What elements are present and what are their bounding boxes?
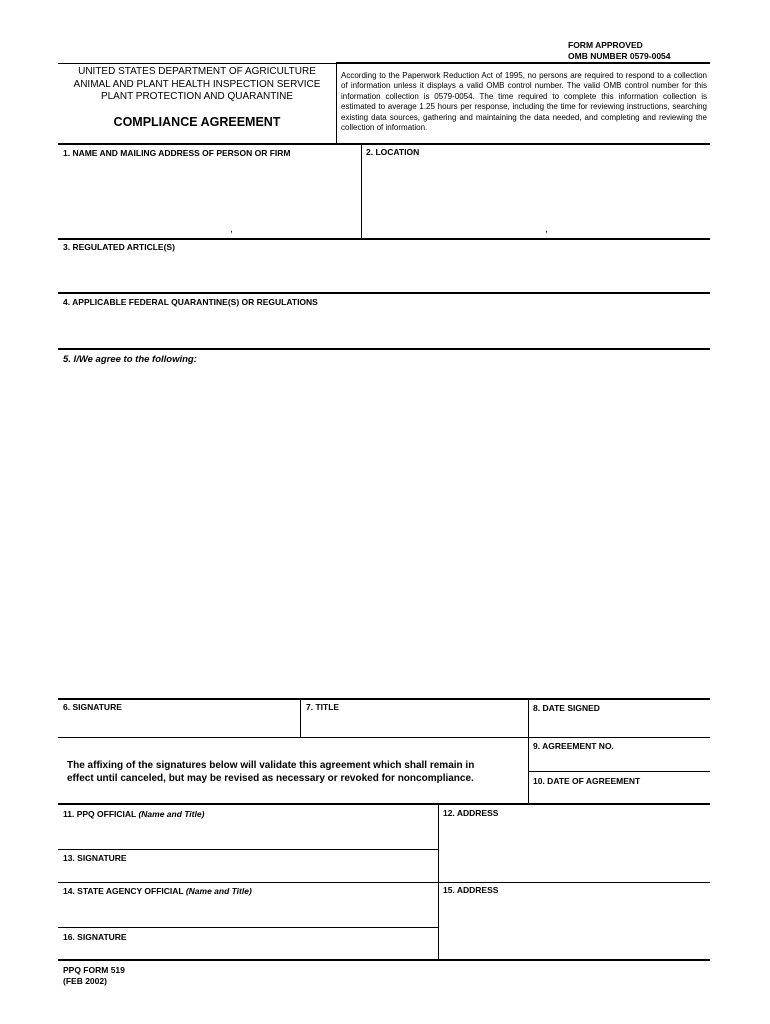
row-3-bottom-rule xyxy=(58,292,710,294)
field-11-text: 11. PPQ OFFICIAL xyxy=(63,809,137,819)
field-12-label: 12. ADDRESS xyxy=(443,808,499,818)
state-signature-input[interactable] xyxy=(60,943,436,958)
field-14-bottom-rule xyxy=(58,927,438,928)
field-15-label: 15. ADDRESS xyxy=(443,885,499,895)
field-16-label: 16. SIGNATURE xyxy=(63,932,127,942)
row-1-bottom-rule xyxy=(58,238,710,240)
header-divider xyxy=(336,62,337,144)
agency-line-3: PLANT PROTECTION AND QUARANTINE xyxy=(100,91,294,102)
field-14-text: 14. STATE AGENCY OFFICIAL xyxy=(63,886,184,896)
field-7-label: 7. TITLE xyxy=(306,702,340,712)
form-id: PPQ FORM 519 xyxy=(63,965,125,975)
field-1-comma: , xyxy=(230,224,233,235)
agreement-number-input[interactable] xyxy=(530,752,708,770)
field-4-label: 4. APPLICABLE FEDERAL QUARANTINE(S) OR REGULATIONS xyxy=(63,297,318,307)
field-14-note: (Name and Title) xyxy=(185,886,252,896)
state-address-input[interactable] xyxy=(440,897,708,957)
title-input[interactable] xyxy=(302,714,526,736)
row-9-bottom-rule xyxy=(58,803,710,805)
header-left-top-rule xyxy=(58,63,336,64)
state-official-input[interactable] xyxy=(60,898,436,926)
page-title: COMPLIANCE AGREEMENT xyxy=(113,115,281,129)
field-1-2-divider xyxy=(361,144,362,240)
field-2-comma: , xyxy=(545,224,548,235)
form-approved-label: FORM APPROVED xyxy=(568,40,643,50)
field-14-label xyxy=(63,886,252,896)
field-7-8-divider xyxy=(528,699,529,804)
regulated-articles-input[interactable] xyxy=(60,254,708,290)
location-input[interactable] xyxy=(364,160,708,238)
row-4-bottom-rule xyxy=(58,348,710,350)
field-2-label: 2. LOCATION xyxy=(366,147,420,157)
field-6-7-divider xyxy=(300,699,301,737)
date-signed-input[interactable] xyxy=(530,714,708,736)
field-1-label: 1. NAME AND MAILING ADDRESS OF PERSON OR FIRM xyxy=(63,148,291,158)
agency-line-2: ANIMAL AND PLANT HEALTH INSPECTION SERVICE xyxy=(73,78,321,90)
ppq-official-input[interactable] xyxy=(60,821,436,848)
form-date: (FEB 2002) xyxy=(63,976,107,986)
quarantine-regulations-input[interactable] xyxy=(60,309,708,346)
field-6-label: 6. SIGNATURE xyxy=(63,702,122,712)
signature-input[interactable] xyxy=(60,714,298,736)
form-bottom-rule xyxy=(58,959,710,961)
field-11-note: (Name and Title) xyxy=(138,809,205,819)
field-11-label xyxy=(63,809,204,819)
field-9-bottom-rule xyxy=(528,771,710,772)
validation-notice xyxy=(67,760,474,785)
field-5-label: 5. I/We agree to the following: xyxy=(63,354,197,365)
field-3-label: 3. REGULATED ARTICLE(S) xyxy=(63,242,175,252)
header-bottom-rule xyxy=(58,143,710,145)
validation-line-1: The affixing of the signatures below will validate this agreement which shall remain in xyxy=(67,760,475,771)
validation-line-2: effect until canceled, but may be revised as necessary or revoked for noncompliance. xyxy=(67,772,474,784)
date-of-agreement-input[interactable] xyxy=(530,787,708,802)
row-5-bottom-rule xyxy=(58,698,710,700)
header-top-rule xyxy=(336,62,710,64)
row-6-bottom-rule xyxy=(58,737,710,738)
paperwork-notice: According to the Paperwork Reduction Act of 1995, no persons are required to respond to a collection of information unless it displays a valid OMB control number. The valid OMB control number for this information collection is 0579-0054. The time required to complete this information collection is estimated to average 1.25 hours per response, including the time for reviewing instructions, searching existing data sources, gathering and maintaining the data needed, and completing and reviewing the collection of information. xyxy=(341,71,707,133)
agency-line-1: UNITED STATES DEPARTMENT OF AGRICULTURE xyxy=(78,66,316,77)
ppq-address-input[interactable] xyxy=(440,820,708,880)
agreement-terms-input[interactable] xyxy=(60,368,708,696)
field-9-label: 9. AGREEMENT NO. xyxy=(533,741,614,751)
field-11-bottom-rule xyxy=(58,849,438,850)
name-address-input[interactable] xyxy=(60,160,358,238)
row-13-bottom-rule xyxy=(58,882,710,883)
field-10-label: 10. DATE OF AGREEMENT xyxy=(533,776,641,786)
omb-number-label: OMB NUMBER 0579-0054 xyxy=(568,51,671,61)
field-8-label: 8. DATE SIGNED xyxy=(533,703,600,713)
agency-block xyxy=(58,66,336,104)
ppq-signature-input[interactable] xyxy=(60,864,436,880)
field-13-label: 13. SIGNATURE xyxy=(63,853,127,863)
